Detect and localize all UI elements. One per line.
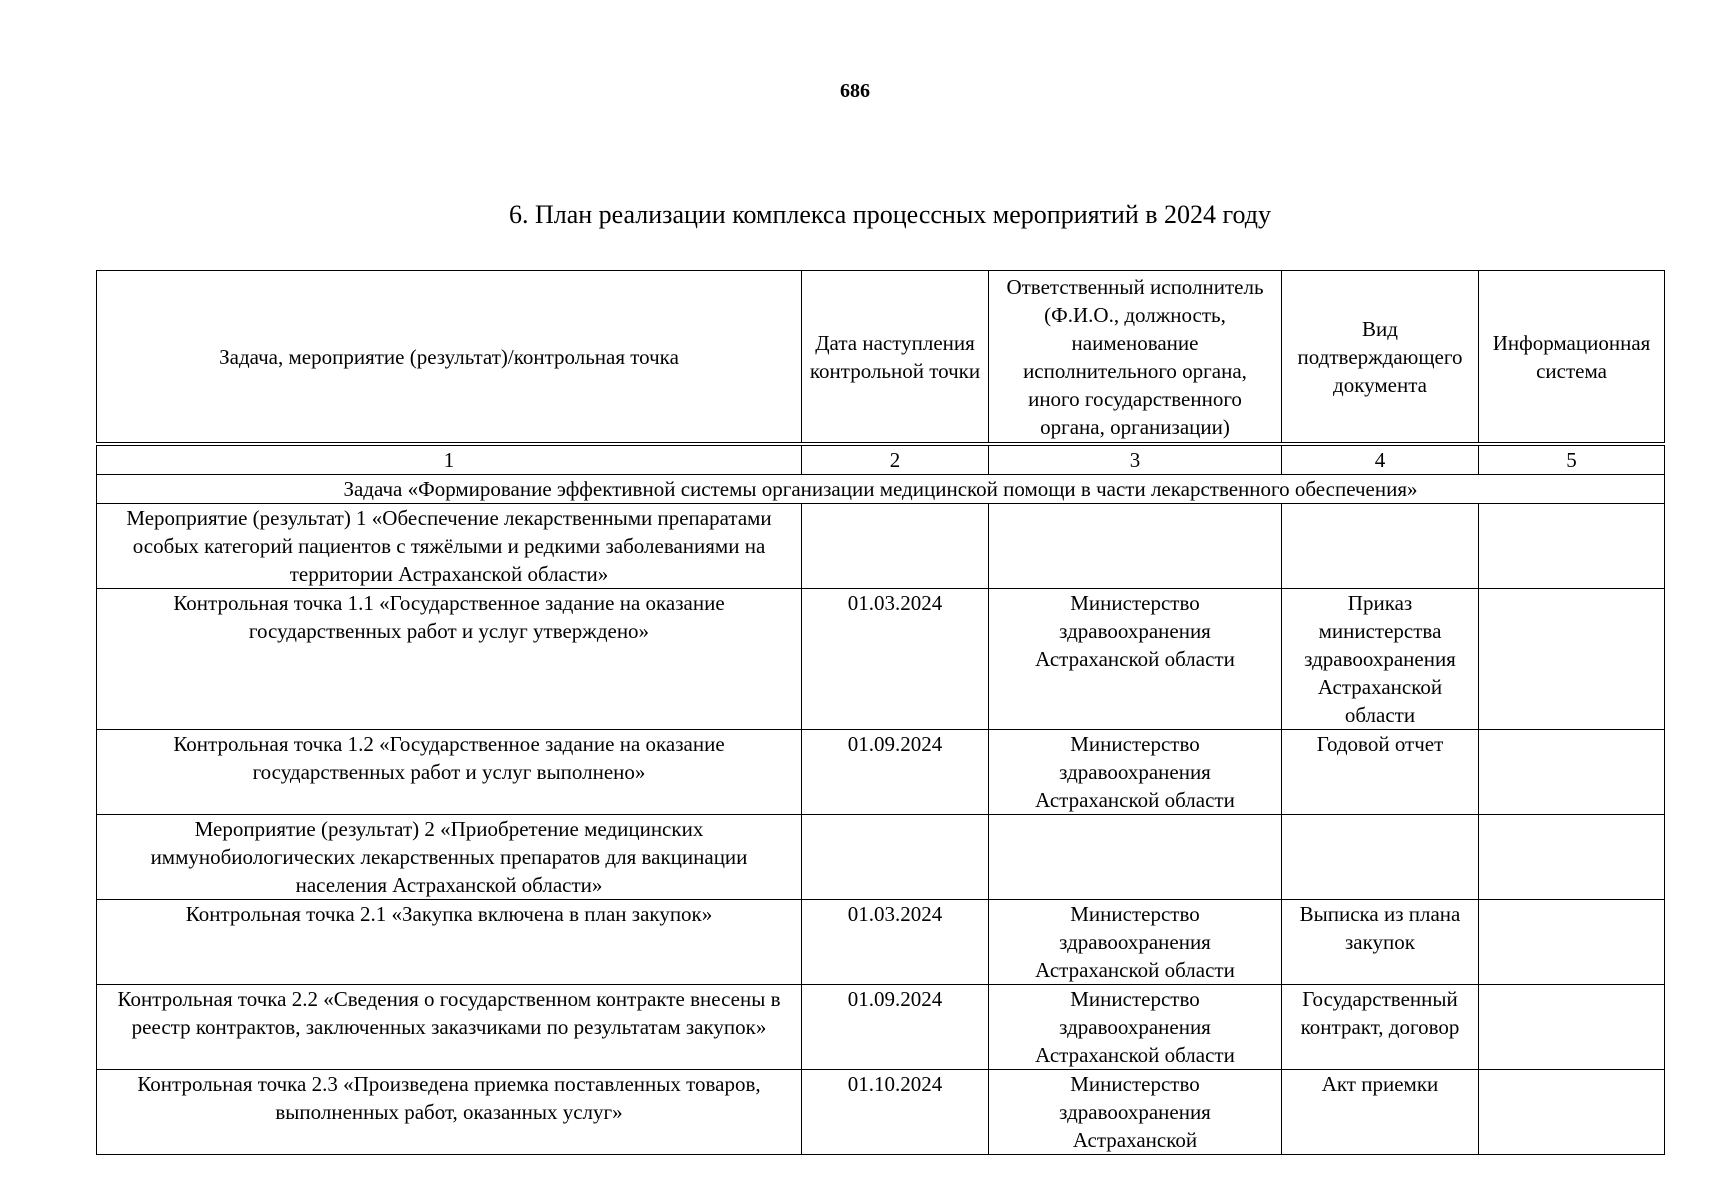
row-date: 01.09.2024	[802, 730, 989, 815]
table-row	[97, 900, 1665, 985]
row-document: Акт приемки	[1282, 1070, 1479, 1155]
row-system	[1479, 985, 1665, 1070]
plan-table	[96, 270, 1665, 1155]
row-date	[802, 504, 989, 589]
row-document: Государственный контракт, договор	[1282, 985, 1479, 1070]
row-document: Приказ министерства здравоохранения Астраханской области	[1282, 589, 1479, 730]
column-number: 4	[1282, 444, 1479, 475]
row-system	[1479, 589, 1665, 730]
row-system	[1479, 1070, 1665, 1155]
row-document	[1282, 815, 1479, 900]
row-date: 01.09.2024	[802, 985, 989, 1070]
page-number: 686	[840, 80, 870, 102]
table-row	[97, 589, 1665, 730]
column-number-row	[97, 444, 1665, 475]
header-task: Задача, мероприятие (результат)/контрольная точка	[97, 271, 802, 445]
task-cell: Задача «Формирование эффективной системы организации медицинской помощи в части лекарственного обеспечения»	[97, 475, 1665, 504]
header-system: Информационная система	[1479, 271, 1665, 445]
header-document: Вид подтверждающего документа	[1282, 271, 1479, 445]
row-date: 01.03.2024	[802, 900, 989, 985]
row-name: Контрольная точка 1.2 «Государственное задание на оказание государственных работ и услуг выполнено»	[97, 730, 802, 815]
row-executor: Министерство здравоохранения Астраханской области	[989, 589, 1282, 730]
header-date: Дата наступления контрольной точки	[802, 271, 989, 445]
page-title: 6. План реализации комплекса процессных мероприятий в 2024 году	[508, 200, 1272, 229]
row-name: Контрольная точка 2.2 «Сведения о государственном контракте внесены в реестр контрактов, заключенных заказчиками по результатам закупок»	[97, 985, 802, 1070]
row-name: Контрольная точка 2.1 «Закупка включена в план закупок»	[97, 900, 802, 985]
header-executor: Ответственный исполнитель (Ф.И.О., должность, наименование исполнительного органа, иного государственного органа, организации)	[989, 271, 1282, 445]
row-date	[802, 815, 989, 900]
table-row	[97, 1070, 1665, 1155]
row-executor	[989, 504, 1282, 589]
row-name: Контрольная точка 2.3 «Произведена приемка поставленных товаров, выполненных работ, оказанных услуг»	[97, 1070, 802, 1155]
row-executor	[989, 815, 1282, 900]
row-system	[1479, 900, 1665, 985]
table-row	[97, 815, 1665, 900]
row-document: Выписка из плана закупок	[1282, 900, 1479, 985]
row-name: Мероприятие (результат) 2 «Приобретение медицинских иммунобиологических лекарственных препаратов для вакцинации населения Астраханской области»	[97, 815, 802, 900]
row-executor: Министерство здравоохранения Астраханской	[989, 1070, 1282, 1155]
task-row	[97, 475, 1665, 504]
row-system	[1479, 815, 1665, 900]
row-system	[1479, 730, 1665, 815]
row-executor: Министерство здравоохранения Астраханской области	[989, 730, 1282, 815]
row-name: Контрольная точка 1.1 «Государственное задание на оказание государственных работ и услуг утверждено»	[97, 589, 802, 730]
row-date: 01.03.2024	[802, 589, 989, 730]
table-row	[97, 985, 1665, 1070]
table-header	[97, 271, 1665, 445]
row-document	[1282, 504, 1479, 589]
row-date: 01.10.2024	[802, 1070, 989, 1155]
column-number: 1	[97, 444, 802, 475]
table-row	[97, 504, 1665, 589]
row-document: Годовой отчет	[1282, 730, 1479, 815]
row-system	[1479, 504, 1665, 589]
row-name: Мероприятие (результат) 1 «Обеспечение лекарственными препаратами особых категорий пациентов с тяжёлыми и редкими заболеваниями на территории Астраханской области»	[97, 504, 802, 589]
column-number: 3	[989, 444, 1282, 475]
column-number: 2	[802, 444, 989, 475]
table-row	[97, 730, 1665, 815]
row-executor: Министерство здравоохранения Астраханской области	[989, 985, 1282, 1070]
column-number: 5	[1479, 444, 1665, 475]
row-executor: Министерство здравоохранения Астраханской области	[989, 900, 1282, 985]
